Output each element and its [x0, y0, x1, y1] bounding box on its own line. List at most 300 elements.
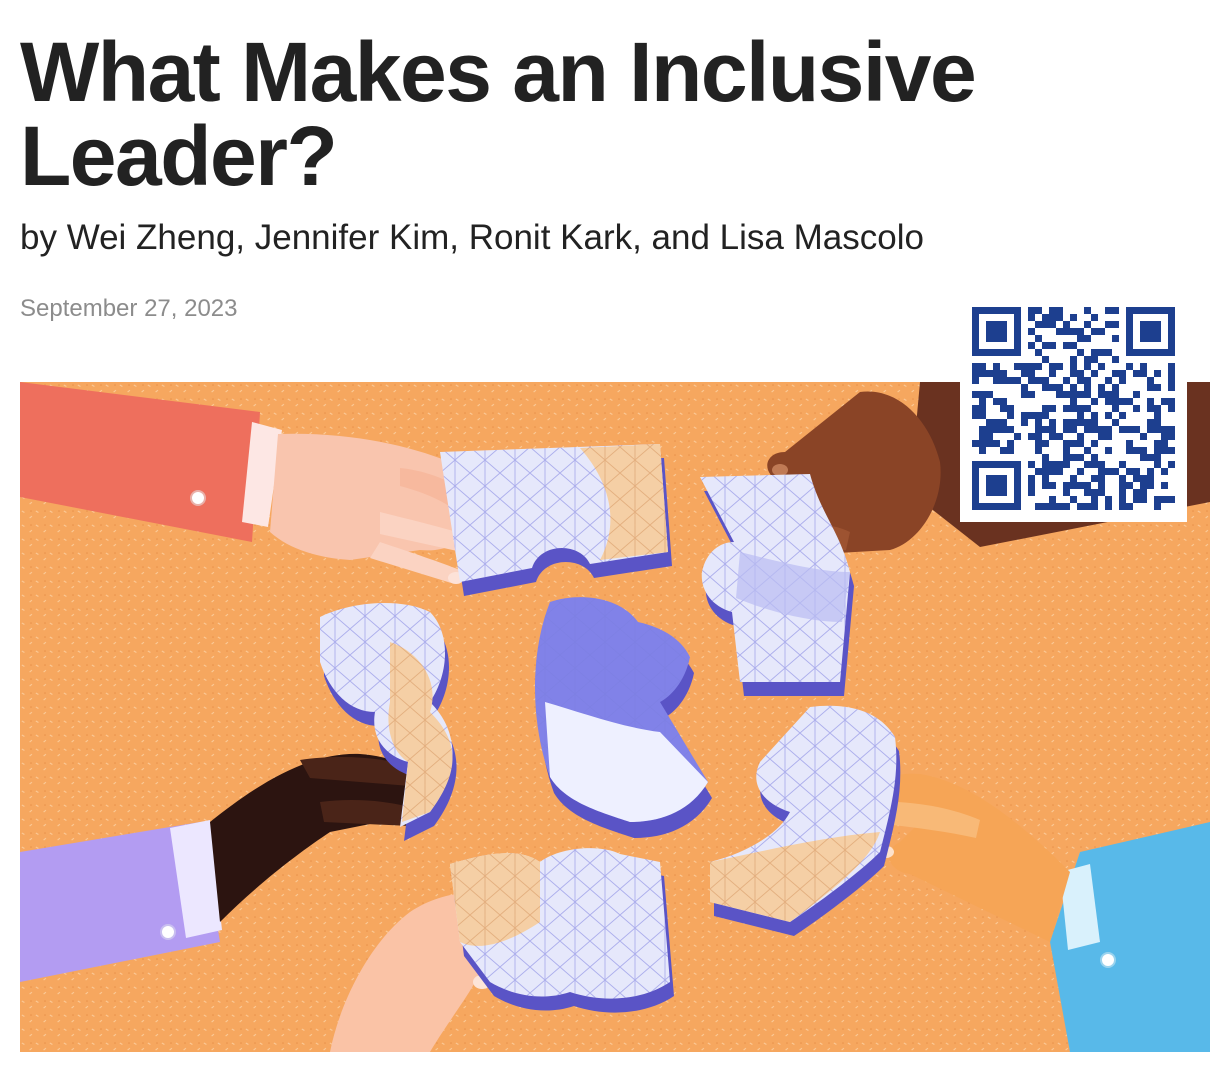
- qr-module: [1098, 328, 1105, 335]
- qr-module: [1126, 398, 1133, 405]
- qr-module: [1042, 377, 1049, 384]
- qr-module: [1161, 398, 1168, 405]
- qr-module: [1028, 377, 1035, 384]
- qr-module: [979, 412, 986, 419]
- qr-module: [1063, 377, 1070, 384]
- qr-module: [1161, 426, 1168, 433]
- qr-module: [1091, 454, 1098, 461]
- qr-module: [1014, 482, 1021, 489]
- qr-module: [1077, 454, 1084, 461]
- qr-module: [1056, 461, 1063, 468]
- qr-module: [1091, 356, 1098, 363]
- qr-module: [1126, 307, 1133, 314]
- qr-module: [1021, 412, 1028, 419]
- qr-module: [1035, 363, 1042, 370]
- qr-module: [1049, 307, 1056, 314]
- qr-module: [1007, 307, 1014, 314]
- qr-module: [1140, 335, 1147, 342]
- article-title-line-2: Leader?: [20, 109, 337, 203]
- qr-module: [1147, 398, 1154, 405]
- qr-module: [1070, 398, 1077, 405]
- qr-module: [1035, 468, 1042, 475]
- qr-module: [986, 370, 993, 377]
- qr-module: [1014, 335, 1021, 342]
- qr-module: [1105, 503, 1112, 510]
- qr-module: [972, 342, 979, 349]
- qr-module: [1049, 321, 1056, 328]
- qr-module: [1063, 426, 1070, 433]
- qr-module: [1028, 363, 1035, 370]
- qr-module: [1056, 363, 1063, 370]
- qr-module: [1147, 468, 1154, 475]
- qr-module: [1140, 363, 1147, 370]
- qr-code-icon: [972, 307, 1175, 510]
- qr-module: [972, 496, 979, 503]
- qr-module: [1147, 405, 1154, 412]
- qr-module: [1126, 482, 1133, 489]
- qr-module: [1007, 461, 1014, 468]
- qr-module: [1105, 391, 1112, 398]
- qr-module: [993, 419, 1000, 426]
- qr-module: [1084, 503, 1091, 510]
- qr-module: [1140, 349, 1147, 356]
- qr-module: [1126, 440, 1133, 447]
- qr-module: [1077, 377, 1084, 384]
- qr-module: [993, 335, 1000, 342]
- qr-module: [1028, 342, 1035, 349]
- qr-module: [1007, 377, 1014, 384]
- qr-code[interactable]: [960, 298, 1187, 522]
- qr-module: [1014, 496, 1021, 503]
- qr-module: [1161, 468, 1168, 475]
- qr-module: [1063, 342, 1070, 349]
- qr-module: [1105, 307, 1112, 314]
- qr-module: [972, 321, 979, 328]
- qr-module: [1077, 503, 1084, 510]
- qr-module: [1021, 384, 1028, 391]
- qr-module: [1147, 335, 1154, 342]
- qr-module: [1154, 349, 1161, 356]
- qr-module: [1049, 503, 1056, 510]
- qr-module: [1098, 475, 1105, 482]
- qr-module: [972, 503, 979, 510]
- qr-module: [1133, 447, 1140, 454]
- qr-module: [1098, 482, 1105, 489]
- qr-module: [1112, 307, 1119, 314]
- qr-module: [1014, 349, 1021, 356]
- qr-module: [1119, 426, 1126, 433]
- qr-module: [1091, 412, 1098, 419]
- qr-module: [1014, 461, 1021, 468]
- qr-module: [1070, 475, 1077, 482]
- qr-module: [1168, 426, 1175, 433]
- qr-module: [1161, 440, 1168, 447]
- qr-module: [1007, 412, 1014, 419]
- qr-module: [993, 461, 1000, 468]
- qr-module: [1042, 440, 1049, 447]
- qr-module: [1042, 468, 1049, 475]
- qr-module: [1084, 461, 1091, 468]
- qr-module: [1035, 307, 1042, 314]
- qr-module: [979, 503, 986, 510]
- qr-module: [1000, 419, 1007, 426]
- qr-module: [993, 321, 1000, 328]
- qr-module: [1014, 468, 1021, 475]
- qr-module: [1126, 342, 1133, 349]
- qr-module: [1049, 433, 1056, 440]
- qr-module: [1126, 328, 1133, 335]
- qr-module: [1119, 377, 1126, 384]
- qr-module: [986, 440, 993, 447]
- qr-module: [1028, 412, 1035, 419]
- qr-module: [1140, 489, 1147, 496]
- qr-module: [1014, 342, 1021, 349]
- qr-module: [972, 482, 979, 489]
- qr-module: [1140, 328, 1147, 335]
- qr-module: [979, 391, 986, 398]
- qr-module: [1154, 419, 1161, 426]
- qr-module: [1084, 405, 1091, 412]
- qr-module: [1063, 328, 1070, 335]
- qr-module: [1035, 419, 1042, 426]
- qr-module: [1063, 391, 1070, 398]
- qr-module: [1168, 349, 1175, 356]
- qr-module: [1028, 461, 1035, 468]
- qr-module: [1000, 475, 1007, 482]
- qr-module: [1035, 440, 1042, 447]
- qr-module: [1042, 482, 1049, 489]
- qr-module: [1077, 328, 1084, 335]
- qr-module: [986, 321, 993, 328]
- qr-module: [1084, 447, 1091, 454]
- article-byline[interactable]: by Wei Zheng, Jennifer Kim, Ronit Kark, and Lisa Mascolo: [20, 218, 924, 257]
- qr-module: [1007, 426, 1014, 433]
- qr-module: [1105, 426, 1112, 433]
- qr-module: [972, 405, 979, 412]
- qr-module: [1014, 314, 1021, 321]
- qr-module: [1056, 384, 1063, 391]
- qr-module: [1147, 349, 1154, 356]
- qr-module: [972, 349, 979, 356]
- qr-module: [1049, 405, 1056, 412]
- qr-module: [1140, 307, 1147, 314]
- qr-module: [1154, 503, 1161, 510]
- qr-module: [1126, 314, 1133, 321]
- qr-module: [986, 419, 993, 426]
- qr-module: [979, 398, 986, 405]
- qr-module: [1014, 475, 1021, 482]
- qr-module: [1091, 419, 1098, 426]
- qr-module: [1014, 503, 1021, 510]
- qr-module: [1042, 475, 1049, 482]
- qr-module: [1140, 321, 1147, 328]
- qr-module: [1028, 370, 1035, 377]
- qr-module: [1168, 405, 1175, 412]
- qr-module: [972, 412, 979, 419]
- qr-module: [1112, 391, 1119, 398]
- qr-module: [1042, 503, 1049, 510]
- qr-module: [1161, 482, 1168, 489]
- qr-module: [1161, 307, 1168, 314]
- qr-module: [1133, 475, 1140, 482]
- qr-module: [1147, 307, 1154, 314]
- qr-module: [1147, 328, 1154, 335]
- qr-module: [1147, 419, 1154, 426]
- qr-module: [1133, 391, 1140, 398]
- qr-module: [1000, 489, 1007, 496]
- qr-module: [1119, 475, 1126, 482]
- qr-module: [1098, 489, 1105, 496]
- qr-module: [1077, 482, 1084, 489]
- qr-module: [1147, 454, 1154, 461]
- qr-module: [1056, 314, 1063, 321]
- qr-module: [1077, 440, 1084, 447]
- qr-module: [1049, 496, 1056, 503]
- qr-module: [1112, 405, 1119, 412]
- qr-module: [1168, 335, 1175, 342]
- qr-module: [1035, 321, 1042, 328]
- qr-module: [1140, 482, 1147, 489]
- qr-module: [979, 433, 986, 440]
- qr-module: [1070, 391, 1077, 398]
- qr-module: [986, 482, 993, 489]
- qr-module: [1063, 440, 1070, 447]
- qr-module: [1070, 454, 1077, 461]
- qr-module: [1049, 384, 1056, 391]
- qr-module: [1007, 447, 1014, 454]
- qr-module: [1147, 475, 1154, 482]
- qr-module: [1161, 349, 1168, 356]
- qr-module: [986, 328, 993, 335]
- qr-module: [1133, 496, 1140, 503]
- qr-module: [1098, 363, 1105, 370]
- qr-module: [1035, 349, 1042, 356]
- qr-module: [1154, 440, 1161, 447]
- qr-module: [1028, 482, 1035, 489]
- qr-module: [1168, 363, 1175, 370]
- qr-module: [986, 391, 993, 398]
- qr-module: [1140, 433, 1147, 440]
- qr-module: [1035, 335, 1042, 342]
- qr-module: [1119, 398, 1126, 405]
- qr-module: [1014, 321, 1021, 328]
- qr-module: [1126, 468, 1133, 475]
- qr-module: [1091, 489, 1098, 496]
- qr-module: [1105, 321, 1112, 328]
- qr-module: [1112, 321, 1119, 328]
- qr-module: [993, 426, 1000, 433]
- qr-module: [972, 489, 979, 496]
- qr-module: [1119, 489, 1126, 496]
- qr-module: [986, 307, 993, 314]
- qr-module: [1133, 426, 1140, 433]
- qr-module: [979, 440, 986, 447]
- qr-module: [1168, 377, 1175, 384]
- qr-module: [1168, 461, 1175, 468]
- qr-module: [1070, 314, 1077, 321]
- qr-module: [1077, 433, 1084, 440]
- qr-module: [1063, 419, 1070, 426]
- qr-module: [993, 307, 1000, 314]
- qr-module: [1126, 426, 1133, 433]
- qr-module: [1168, 370, 1175, 377]
- qr-module: [1049, 314, 1056, 321]
- qr-module: [1154, 454, 1161, 461]
- qr-module: [1154, 321, 1161, 328]
- qr-module: [1056, 328, 1063, 335]
- qr-module: [1000, 321, 1007, 328]
- qr-module: [993, 503, 1000, 510]
- qr-module: [1049, 363, 1056, 370]
- qr-module: [1084, 321, 1091, 328]
- qr-module: [1042, 461, 1049, 468]
- qr-module: [993, 363, 1000, 370]
- qr-module: [1154, 335, 1161, 342]
- qr-module: [1063, 321, 1070, 328]
- qr-module: [1147, 321, 1154, 328]
- qr-module: [1105, 349, 1112, 356]
- qr-module: [1168, 433, 1175, 440]
- qr-module: [1091, 461, 1098, 468]
- qr-module: [993, 440, 1000, 447]
- qr-module: [1105, 447, 1112, 454]
- qr-module: [1168, 398, 1175, 405]
- qr-module: [1133, 349, 1140, 356]
- qr-module: [1084, 384, 1091, 391]
- qr-module: [1161, 496, 1168, 503]
- qr-module: [1112, 419, 1119, 426]
- qr-module: [1070, 496, 1077, 503]
- qr-module: [1098, 461, 1105, 468]
- qr-module: [1028, 314, 1035, 321]
- qr-module: [1140, 475, 1147, 482]
- qr-module: [986, 433, 993, 440]
- qr-module: [1154, 461, 1161, 468]
- qr-module: [993, 489, 1000, 496]
- qr-module: [1014, 328, 1021, 335]
- qr-module: [972, 314, 979, 321]
- qr-module: [1105, 412, 1112, 419]
- qr-module: [979, 461, 986, 468]
- qr-module: [1014, 489, 1021, 496]
- qr-module: [972, 475, 979, 482]
- qr-module: [1168, 314, 1175, 321]
- qr-module: [993, 328, 1000, 335]
- qr-module: [1112, 468, 1119, 475]
- qr-module: [1056, 307, 1063, 314]
- qr-module: [1119, 370, 1126, 377]
- qr-module: [1126, 349, 1133, 356]
- qr-module: [979, 405, 986, 412]
- article-title: [20, 25, 1120, 203]
- qr-module: [1084, 307, 1091, 314]
- qr-module: [986, 335, 993, 342]
- qr-module: [1000, 461, 1007, 468]
- qr-module: [993, 377, 1000, 384]
- qr-module: [1084, 356, 1091, 363]
- qr-module: [1000, 503, 1007, 510]
- qr-module: [1112, 384, 1119, 391]
- qr-module: [1126, 321, 1133, 328]
- qr-module: [1084, 335, 1091, 342]
- qr-module: [1091, 426, 1098, 433]
- qr-module: [1056, 433, 1063, 440]
- qr-module: [1119, 461, 1126, 468]
- qr-module: [1133, 489, 1140, 496]
- qr-module: [1133, 405, 1140, 412]
- qr-module: [1091, 328, 1098, 335]
- qr-module: [1028, 475, 1035, 482]
- qr-module: [1042, 405, 1049, 412]
- qr-module: [1154, 328, 1161, 335]
- qr-module: [1154, 496, 1161, 503]
- qr-module: [1098, 384, 1105, 391]
- qr-module: [1056, 503, 1063, 510]
- qr-module: [1000, 398, 1007, 405]
- qr-module: [1014, 363, 1021, 370]
- qr-module: [1000, 426, 1007, 433]
- qr-module: [1154, 384, 1161, 391]
- qr-module: [972, 370, 979, 377]
- article-title-line-1: What Makes an Inclusive: [20, 25, 976, 119]
- qr-module: [1014, 433, 1021, 440]
- qr-module: [1154, 412, 1161, 419]
- qr-module: [1077, 349, 1084, 356]
- qr-module: [1091, 503, 1098, 510]
- qr-module: [1035, 426, 1042, 433]
- qr-module: [1028, 307, 1035, 314]
- qr-module: [1021, 363, 1028, 370]
- qr-module: [1077, 419, 1084, 426]
- qr-module: [1000, 349, 1007, 356]
- qr-module: [972, 328, 979, 335]
- qr-module: [1049, 468, 1056, 475]
- qr-module: [1035, 503, 1042, 510]
- qr-module: [1112, 335, 1119, 342]
- qr-module: [1154, 370, 1161, 377]
- qr-module: [1084, 426, 1091, 433]
- qr-module: [1063, 447, 1070, 454]
- qr-module: [1000, 307, 1007, 314]
- qr-module: [979, 426, 986, 433]
- qr-module: [1119, 412, 1126, 419]
- qr-module: [1070, 342, 1077, 349]
- qr-module: [1168, 342, 1175, 349]
- qr-module: [1028, 489, 1035, 496]
- qr-module: [1042, 412, 1049, 419]
- qr-module: [1091, 496, 1098, 503]
- qr-module: [1084, 363, 1091, 370]
- qr-module: [1000, 328, 1007, 335]
- qr-module: [1091, 398, 1098, 405]
- qr-module: [1063, 454, 1070, 461]
- qr-module: [1126, 503, 1133, 510]
- qr-module: [1042, 321, 1049, 328]
- qr-module: [1112, 370, 1119, 377]
- qr-module: [1000, 377, 1007, 384]
- qr-module: [1105, 496, 1112, 503]
- qr-module: [986, 426, 993, 433]
- qr-module: [1119, 496, 1126, 503]
- qr-module: [1147, 377, 1154, 384]
- qr-module: [972, 461, 979, 468]
- qr-module: [1168, 447, 1175, 454]
- qr-module: [1154, 447, 1161, 454]
- qr-module: [1140, 454, 1147, 461]
- qr-module: [993, 398, 1000, 405]
- qr-module: [1140, 370, 1147, 377]
- qr-module: [1007, 405, 1014, 412]
